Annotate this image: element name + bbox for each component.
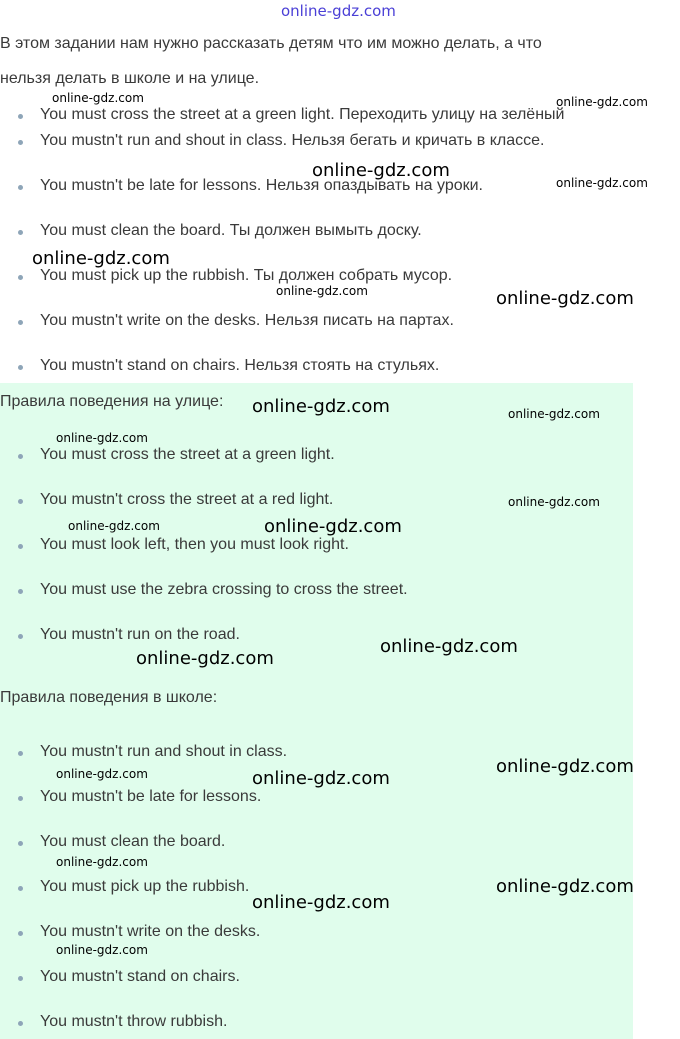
bullet-icon (18, 976, 23, 981)
list-item: You must look left, then you must look right. (40, 535, 349, 555)
list-item: You must clean the board. Ты должен вымыть доску. (40, 221, 422, 241)
watermark: online-gdz.com (56, 855, 148, 869)
bullet-icon (18, 634, 23, 639)
watermark: online-gdz.com (136, 648, 274, 669)
watermark: online-gdz.com (264, 516, 402, 537)
list-item: You mustn't run and shout in class. (40, 742, 287, 762)
watermark: online-gdz.com (52, 91, 144, 105)
watermark: online-gdz.com (68, 519, 160, 533)
bullet-icon (18, 230, 23, 235)
list-item: You must pick up the rubbish. Ты должен собрать мусор. (40, 266, 452, 286)
list-item: You must pick up the rubbish. (40, 877, 249, 897)
list-item: You must cross the street at a green light. Переходить улицу на зелёный (40, 105, 564, 125)
list-item: You must cross the street at a green light. (40, 445, 335, 465)
list-item: You must clean the board. (40, 832, 225, 852)
bullet-icon (18, 499, 23, 504)
bullet-icon (18, 114, 23, 119)
bullet-icon (18, 751, 23, 756)
list-item: You mustn't cross the street at a red light. (40, 490, 333, 510)
bullet-icon (18, 365, 23, 370)
list-item: You must use the zebra crossing to cross the street. (40, 580, 408, 600)
watermark: online-gdz.com (32, 248, 170, 269)
list-item: You mustn't write on the desks. Нельзя писать на партах. (40, 311, 454, 331)
list-item: You mustn't run on the road. (40, 625, 240, 645)
watermark: online-gdz.com (508, 495, 600, 509)
watermark: online-gdz.com (56, 767, 148, 781)
bullet-icon (18, 140, 23, 145)
watermark: online-gdz.com (496, 876, 634, 897)
watermark: online-gdz.com (312, 160, 450, 181)
intro-line-1: В этом задании нам нужно рассказать детям что им можно делать, а что (0, 35, 542, 52)
bullet-icon (18, 185, 23, 190)
bullet-icon (18, 589, 23, 594)
watermark: online-gdz.com (496, 288, 634, 309)
bullet-icon (18, 320, 23, 325)
list-item: You mustn't throw rubbish. (40, 1012, 227, 1032)
watermark: online-gdz.com (556, 95, 648, 109)
bullet-icon (18, 886, 23, 891)
bullet-icon (18, 1021, 23, 1026)
bullet-icon (18, 796, 23, 801)
watermark: online-gdz.com (496, 756, 634, 777)
bullet-icon (18, 454, 23, 459)
watermark: online-gdz.com (56, 431, 148, 445)
watermark: online-gdz.com (508, 407, 600, 421)
list-item: You mustn't write on the desks. (40, 922, 260, 942)
list-item: You mustn't be late for lessons. (40, 787, 261, 807)
list-item: You mustn't stand on chairs. Нельзя стоять на стульях. (40, 356, 439, 376)
bullet-icon (18, 841, 23, 846)
watermark: online-gdz.com (380, 636, 518, 657)
watermark: online-gdz.com (252, 892, 390, 913)
bullet-icon (18, 275, 23, 280)
watermark: online-gdz.com (56, 943, 148, 957)
watermark: online-gdz.com (252, 396, 390, 417)
street-rules-heading: Правила поведения на улице: (0, 393, 224, 410)
list-item: You mustn't run and shout in class. Нельзя бегать и кричать в классе. (40, 131, 544, 151)
bullet-icon (18, 931, 23, 936)
intro-line-2: нельзя делать в школе и на улице. (0, 70, 260, 87)
watermark: online-gdz.com (556, 176, 648, 190)
watermark: online-gdz.com (276, 284, 368, 298)
list-item: You mustn't stand on chairs. (40, 967, 240, 987)
watermark: online-gdz.com (252, 768, 390, 789)
list-item: You mustn't be late for lessons. Нельзя опаздывать на уроки. (40, 176, 483, 196)
watermark-top-link[interactable]: online-gdz.com (281, 2, 396, 20)
bullet-icon (18, 544, 23, 549)
school-rules-heading: Правила поведения в школе: (0, 689, 218, 706)
